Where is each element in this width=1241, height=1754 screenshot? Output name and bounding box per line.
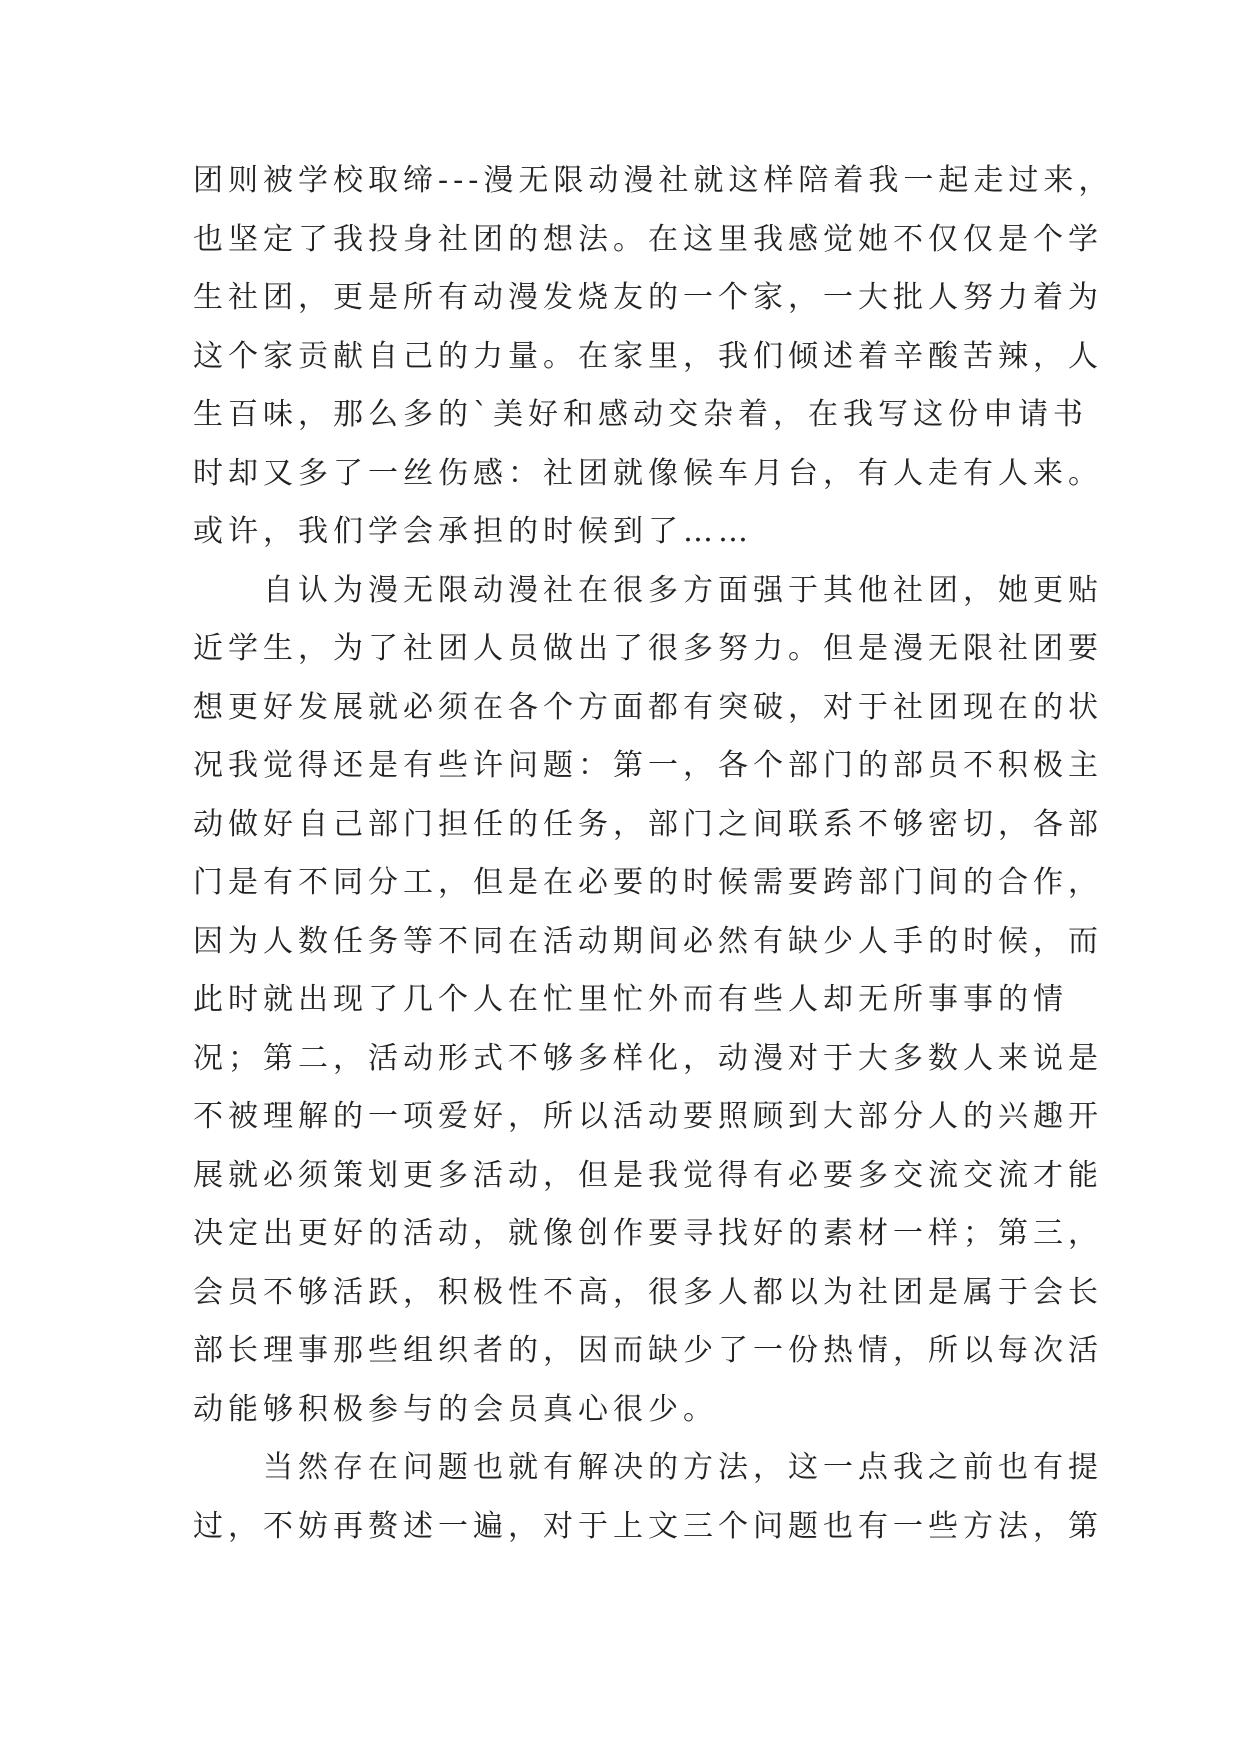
text-line: 这个家贡献自己的力量。在家里，我们倾述着辛酸苦辣，人: [193, 338, 1103, 374]
text-line: 也坚定了我投身社团的想法。在这里我感觉她不仅仅是个学: [193, 221, 1103, 257]
paragraph-start-line: 自认为漫无限动漫社在很多方面强于其他社团，她更贴: [263, 572, 1103, 608]
text-line: 生百味，那么多的`美好和感动交杂着，在我写这份申请书: [193, 397, 1088, 432]
text-line: 此时就出现了几个人在忙里忙外而有些人却无所事事的情: [193, 982, 1068, 1017]
text-line: 动能够积极参与的会员真心很少。: [193, 1391, 718, 1427]
text-line: 不被理解的一项爱好，所以活动要照顾到大部分人的兴趣开: [193, 1099, 1103, 1134]
text-line: 近学生，为了社团人员做出了很多努力。但是漫无限社团要: [193, 631, 1103, 666]
text-line: 动做好自己部门担任的任务，部门之间联系不够密切，各部: [193, 806, 1103, 842]
body-text: [193, 152, 1114, 1556]
text-line: 想更好发展就必须在各个方面都有突破，对于社团现在的状: [193, 689, 1103, 725]
text-line: 况；第二，活动形式不够多样化，动漫对于大多数人来说是: [193, 1040, 1103, 1076]
text-line: 门是有不同分工，但是在必要的时候需要跨部门间的合作，: [193, 865, 1103, 900]
text-line: 部长理事那些组织者的，因而缺少了一份热情，所以每次活: [193, 1333, 1103, 1368]
text-line: 团则被学校取缔---漫无限动漫社就这样陪着我一起走过来，: [193, 163, 1114, 198]
text-line: 决定出更好的活动，就像创作要寻找好的素材一样；第三，: [193, 1216, 1103, 1251]
text-line: 会员不够活跃，积极性不高，很多人都以为社团是属于会长: [193, 1274, 1103, 1310]
text-line: 因为人数任务等不同在活动期间必然有缺少人手的时候，而: [193, 923, 1103, 959]
paragraph-start-line: 当然存在问题也就有解决的方法，这一点我之前也有提: [263, 1450, 1103, 1485]
text-line: 况我觉得还是有些许问题：第一，各个部门的部员不积极主: [193, 748, 1103, 783]
text-line: 时却又多了一丝伤感：社团就像候车月台，有人走有人来。: [193, 455, 1103, 491]
text-line: 或许，我们学会承担的时候到了……: [193, 514, 753, 549]
text-line: 生社团，更是所有动漫发烧友的一个家，一大批人努力着为: [193, 280, 1103, 315]
text-line: 展就必须策划更多活动，但是我觉得有必要多交流交流才能: [193, 1157, 1103, 1193]
text-line: 过，不妨再赘述一遍，对于上文三个问题也有一些方法，第: [193, 1508, 1103, 1544]
